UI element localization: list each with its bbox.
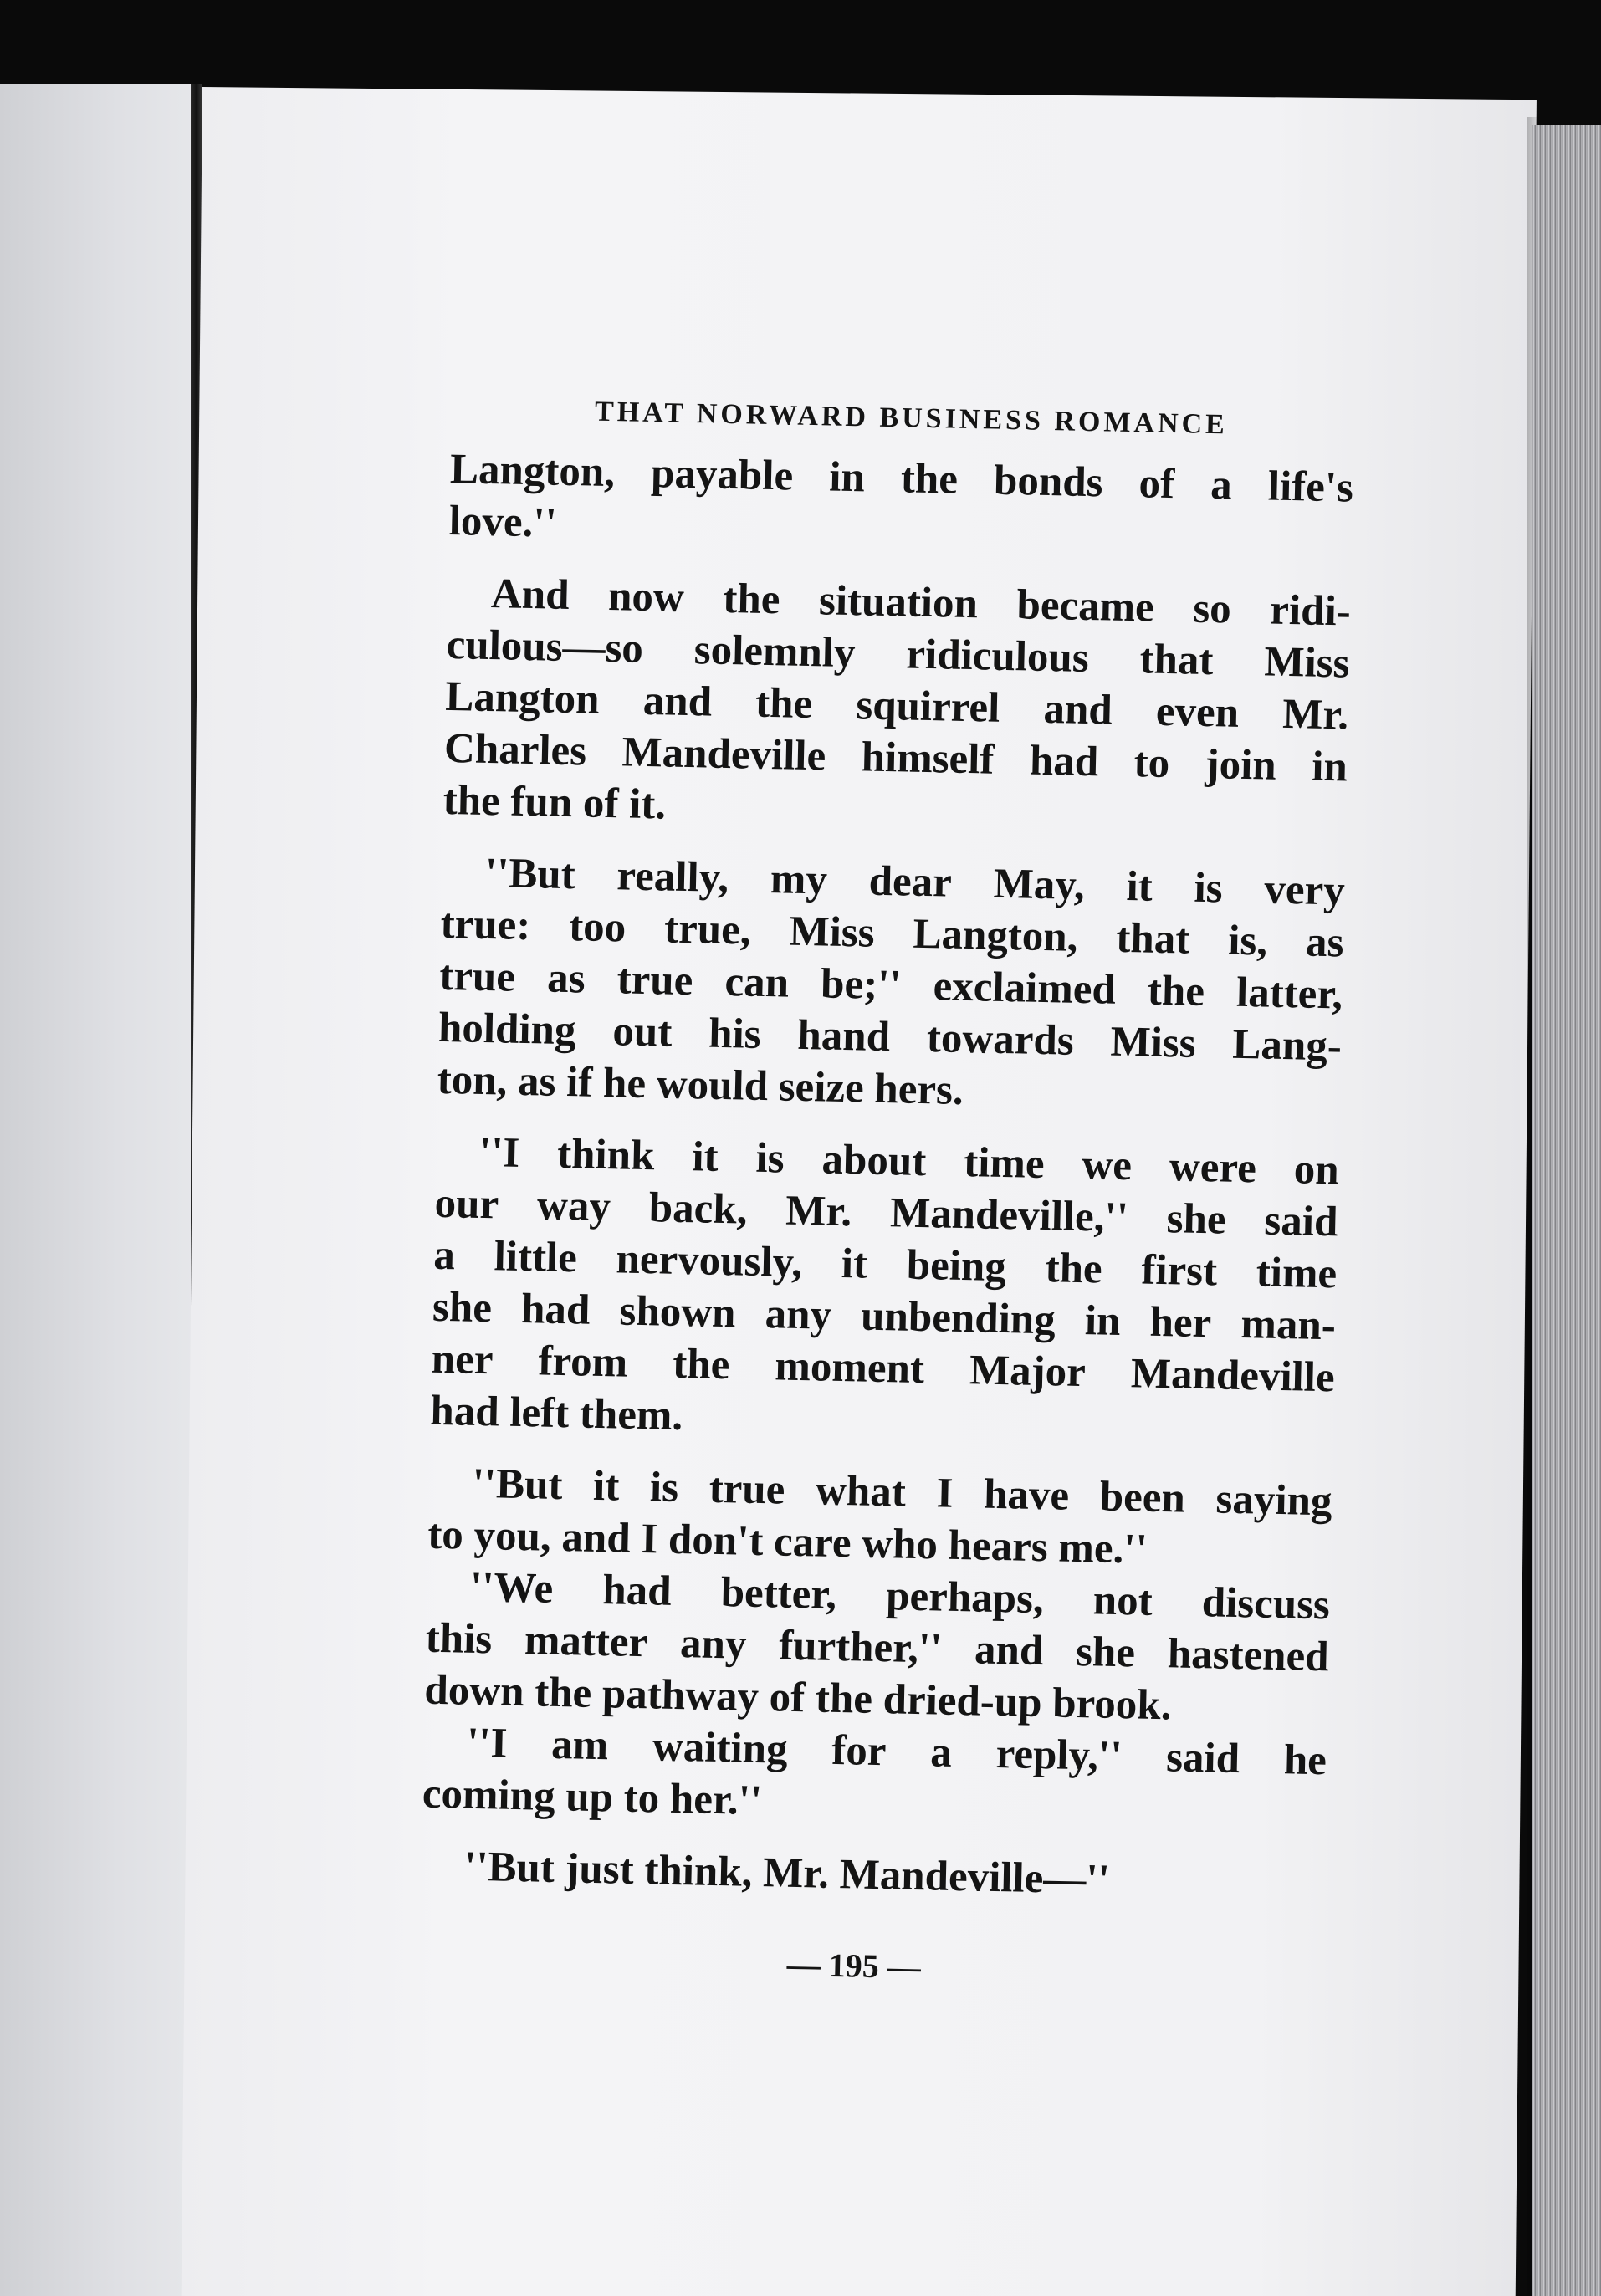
text-line: our way back, Mr. Mandeville,'' she said (434, 1179, 1338, 1246)
page-number: — 195 — (786, 1945, 922, 1987)
text-line: ton, as if he would seize hers. (437, 1056, 964, 1114)
text-line: culous—so solemnly ridiculous that Miss (446, 621, 1351, 688)
text-line: coming up to her.'' (422, 1770, 763, 1825)
text-line: holding out his hand towards Miss Lang- (437, 1004, 1343, 1071)
page-stack-edges (1532, 125, 1601, 2296)
running-head: THAT NORWARD BUSINESS ROMANCE (594, 396, 1229, 441)
text-line: the fun of it. (442, 776, 667, 829)
text-line: Charles Mandeville himself had to join in (443, 724, 1348, 791)
text-line: Langton, payable in the bonds of a life's (449, 445, 1354, 512)
text-line: ''But just think, Mr. Mandeville—'' (463, 1843, 1111, 1904)
page-text-block (418, 393, 1354, 1995)
text-line: true: too true, Miss Langton, that is, as (440, 900, 1344, 967)
left-page-margin (0, 84, 197, 2296)
text-line: ''We had better, perhaps, not discuss (469, 1563, 1331, 1629)
text-line: And now the situation became so ridi- (490, 570, 1352, 636)
text-line: true as true can be;'' exclaimed the latter, (438, 952, 1343, 1019)
text-line: ''But it is true what I have been saying (472, 1460, 1333, 1526)
text-line: love.'' (448, 497, 558, 547)
text-line: a little nervously, it being the first time (432, 1231, 1338, 1298)
text-line: ''But really, my dear May, it is very (484, 849, 1346, 915)
text-line: Langton and the squirrel and even Mr. (444, 672, 1349, 739)
text-line: ner from the moment Major Mandeville (431, 1335, 1336, 1402)
text-line: had left them. (429, 1387, 683, 1440)
text-line: down the pathway of the dried-up brook. (423, 1666, 1173, 1730)
text-line: ''I think it is about time we were on (478, 1128, 1340, 1194)
text-line: this matter any further,'' and she hastened (425, 1614, 1330, 1681)
text-line: she had shown any unbending in her man- (432, 1283, 1337, 1350)
text-line: to you, and I don't care who hears me.'' (427, 1511, 1148, 1573)
text-line: ''I am waiting for a reply,'' said he (466, 1719, 1327, 1785)
